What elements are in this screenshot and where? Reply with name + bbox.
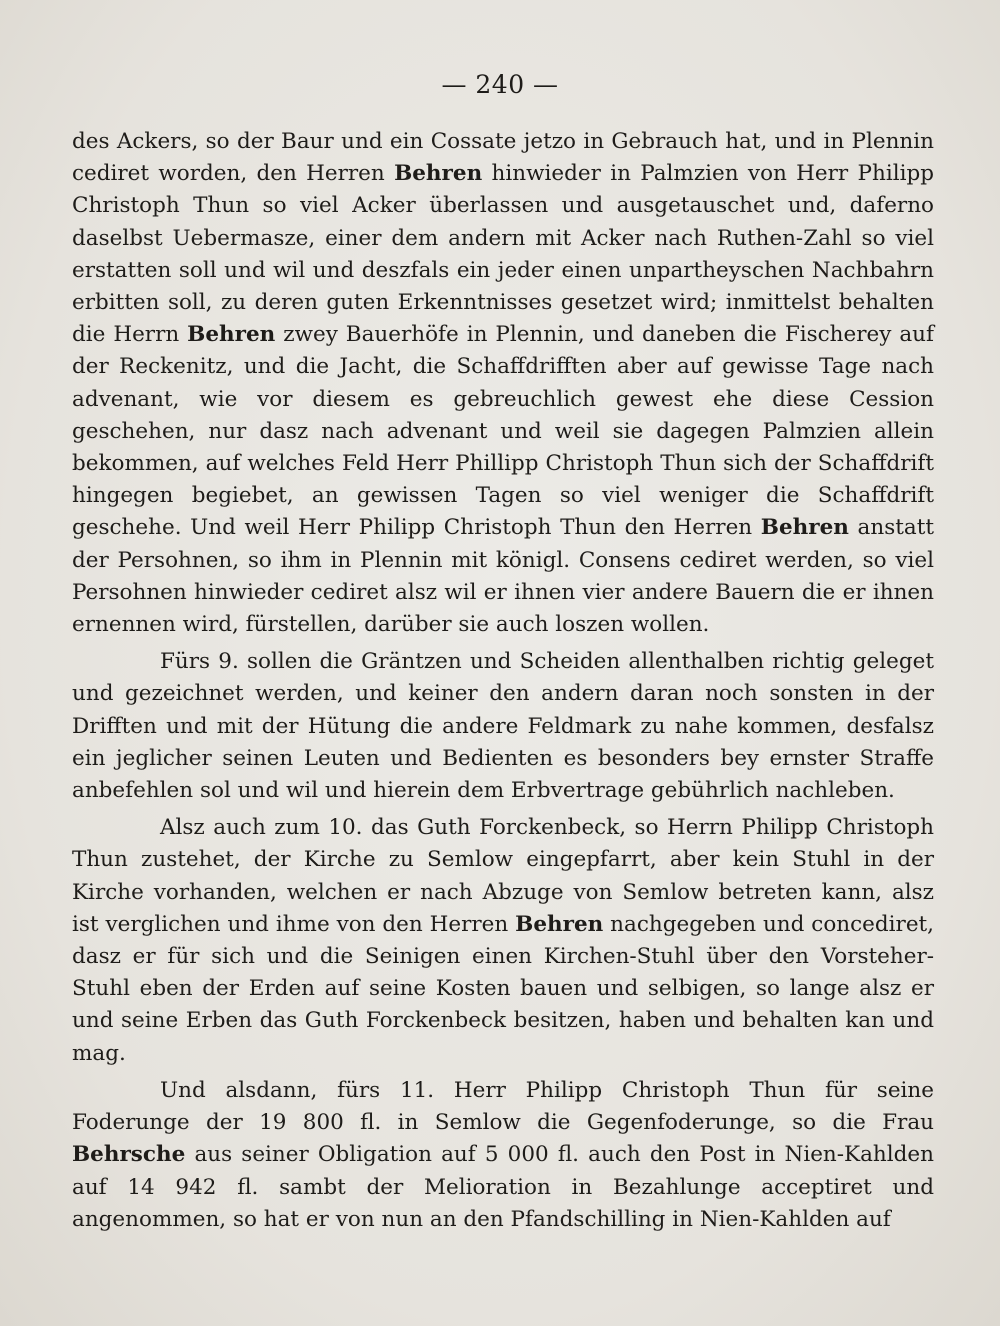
text-run: Und alsdann, fürs 11. Herr Philipp Christoph Thun für seine Foderunge der 19 800 fl. in Semlow die Gegenfoderunge, so die Frau (72, 1077, 934, 1136)
page-number: — 240 — (441, 70, 559, 99)
paragraph-1 (72, 126, 934, 641)
page-body (72, 126, 934, 1236)
name-behren: Behren (187, 322, 276, 348)
text-run: hinwieder in Palmzien von Herr Philipp Christoph Thun so viel Acker überlassen und ausgetauschet und, daferno daselbst Uebermasze, einer dem andern mit Acker nach Ruthen-Zahl so viel erstatten soll und wil und deszfals ein jeder einen unpartheyschen Nachbahrn erbitten soll, zu deren guten Erkenntnisses gesetzet wird; inmittelst behalten die Herrn (72, 161, 935, 348)
text-run: Alsz auch zum 10. das Guth Forckenbeck, so Herrn Philipp Christoph Thun zustehet, der Kirche zu Semlow eingepfarrt, aber kein Stuhl in der Kirche vorhanden, welchen er nach Abzuge von Semlow betreten kann, alsz ist verglichen und ihme von den Herren (72, 815, 934, 937)
text-run: nachgegeben und concediret, dasz er für sich und die Seinigen einen Kirchen-Stuhl über den Vorsteher-Stuhl eben der Erden auf seine Kosten bauen und selbigen, so lange alsz er und seine Erben das Guth Forckenbeck besitzen, haben und behalten kan und mag. (72, 911, 935, 1066)
name-behren: Behren (760, 515, 849, 541)
paragraph-zum-10 (72, 812, 934, 1070)
paragraph-furs-11 (72, 1075, 934, 1236)
name-behrsche: Behrsche (72, 1142, 186, 1168)
text-run: zwey Bauerhöfe in Plennin, und daneben die Fischerey auf der Reckenitz, und die Jacht, die Schaffdrifften aber auf gewisse Tage nach advenant, wie vor diesem es gebreuchlich gewest ehe diese Cession geschehen, nur dasz nach advenant und weil sie dagegen Palmzien allein bekommen, auf welches Feld Herr Phillipp Christoph Thun sich der Schaffdrift hingegen begiebet, an gewissen Tagen so viel weniger die Schaffdrift geschehe. Und weil Herr Philipp Christoph Thun den Herren (72, 322, 934, 541)
name-behren: Behren (515, 911, 604, 937)
paragraph-furs-9 (72, 646, 934, 807)
text-run: des Ackers, so der Baur und ein Cossate jetzo in Gebrauch hat, und in Plennin cediret worden, den Herren (72, 129, 934, 187)
name-behren: Behren (394, 161, 483, 187)
text-run: anstatt der Persohnen, so ihm in Plennin mit königl. Consens cediret werden, so viel Persohnen hinwieder cediret alsz wil er ihnen vier andere Bauern die er ihnen ernennen wird, fürstellen, darüber sie auch loszen wollen. (72, 515, 934, 638)
text-run: Fürs 9. sollen die Gräntzen und Scheiden allenthalben richtig geleget und gezeichnet werden, und keiner den andern daran noch sonsten in der Drifften und mit der Hütung die andere Feldmark zu nahe kommen, desfalsz ein jeglicher seinen Leuten und Bedienten es besonders bey ernster Straffe anbefehlen sol und wil und hierein dem Erbvertrage gebührlich nachleben. (72, 649, 934, 804)
text-run: aus seiner Obligation auf 5 000 fl. auch den Post in Nien-Kahlden auf 14 942 fl. sambt der Melioration in Bezahlunge acceptiret und angenommen, so hat er von nun an den Pfandschilling in Nien-Kahlden auf (72, 1142, 934, 1232)
